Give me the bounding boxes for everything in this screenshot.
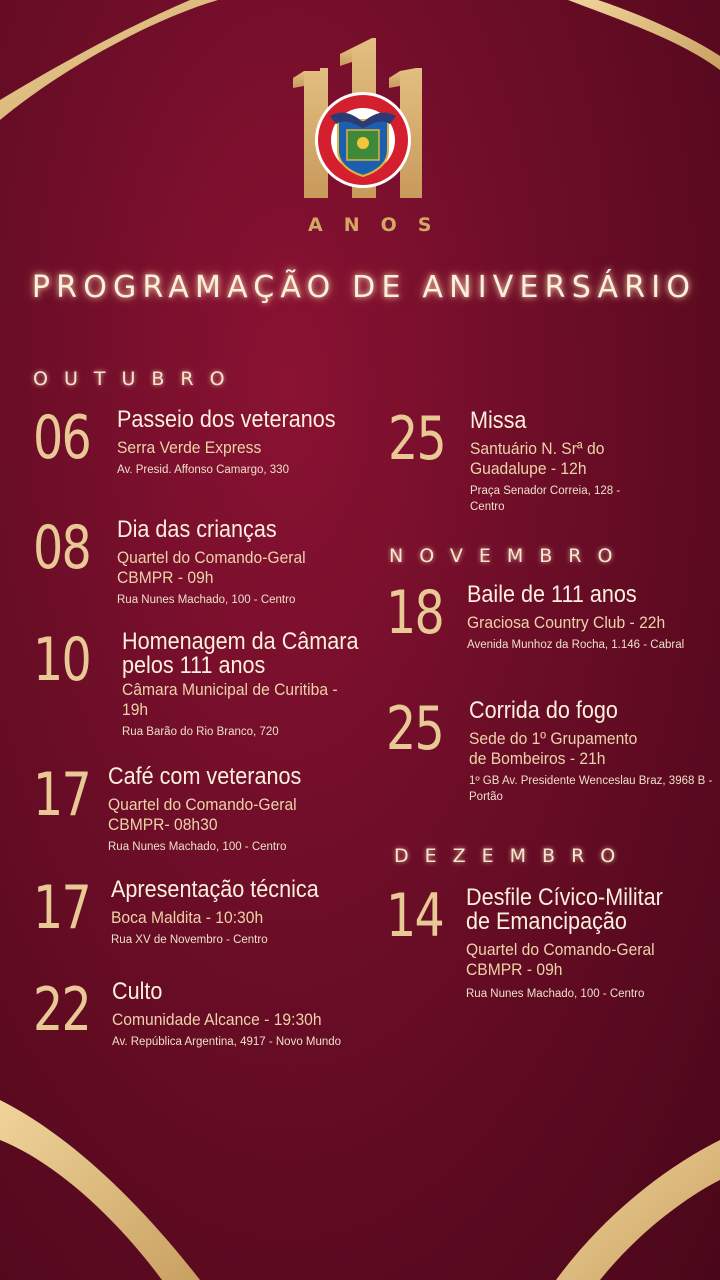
event-day: 25 (388, 404, 445, 474)
event-address: Av. Presid. Affonso Camargo, 330 (117, 464, 289, 476)
event-day: 25 (386, 694, 443, 764)
event-title: Missa (470, 407, 527, 434)
event-day: 17 (33, 873, 90, 943)
event-title: Dia das crianças (117, 516, 277, 543)
number-111-icon (290, 38, 435, 203)
event-place: Quartel do Comando-Geral CBMPR- 08h30 (108, 795, 297, 834)
event-title: Corrida do fogo (469, 697, 618, 724)
event-place: Santuário N. Srª do Guadalupe - 12h (470, 439, 605, 478)
event-address: Rua Nunes Machado, 100 - Centro (466, 988, 645, 1000)
event-address: Praça Senador Correia, 128 - Centro (470, 485, 621, 513)
event-title: Apresentação técnica (111, 876, 319, 903)
event-place: Boca Maldita - 10:30h (111, 908, 264, 927)
event-day: 17 (33, 760, 90, 830)
page-title: PROGRAMAÇÃO DE ANIVERSÁRIO (31, 270, 697, 305)
event-day: 18 (386, 578, 443, 648)
event-day: 22 (33, 975, 90, 1045)
event-place: Graciosa Country Club - 22h (467, 613, 666, 632)
event-day: 06 (33, 403, 90, 473)
month-dezembro: DEZEMBRO (394, 845, 632, 867)
event-title: Homenagem da Câmara pelos 111 anos (122, 628, 359, 679)
top-right-curve (568, 0, 720, 70)
anniversary-logo (290, 38, 453, 238)
month-novembro: NOVEMBRO (389, 545, 629, 567)
event-title: Passeio dos veteranos (117, 406, 336, 433)
event-place: Sede do 1º Grupamento de Bombeiros - 21h (469, 729, 638, 768)
event-title: Café com veteranos (108, 763, 302, 790)
event-title: Desfile Cívico-Militar de Emancipação (466, 884, 663, 935)
event-place: Comunidade Alcance - 19:30h (112, 1010, 322, 1029)
event-address: Rua Barão do Rio Branco, 720 (122, 726, 279, 738)
event-place: Serra Verde Express (117, 438, 262, 457)
bottom-left-curve (0, 1100, 200, 1280)
event-title: Baile de 111 anos (467, 581, 637, 608)
event-address: Rua Nunes Machado, 100 - Centro (108, 841, 287, 853)
month-outubro: OUTUBRO (33, 368, 241, 390)
event-title: Culto (112, 978, 163, 1005)
anos-label: ANOS (308, 214, 453, 236)
event-place: Quartel do Comando-Geral CBMPR - 09h (466, 940, 655, 979)
event-day: 14 (386, 881, 443, 951)
event-place: Câmara Municipal de Curitiba - 19h (122, 680, 338, 719)
event-day: 08 (33, 513, 90, 583)
event-address: Avenida Munhoz da Rocha, 1.146 - Cabral (467, 639, 685, 651)
event-day: 10 (33, 625, 90, 695)
event-place: Quartel do Comando-Geral CBMPR - 09h (117, 548, 306, 587)
event-address: Rua XV de Novembro - Centro (111, 934, 268, 946)
event-address: 1º GB Av. Presidente Wenceslau Braz, 3968 B - Portão (469, 775, 713, 803)
event-address: Rua Nunes Machado, 100 - Centro (117, 594, 296, 606)
bottom-right-curve (556, 1140, 720, 1280)
top-left-curve (0, 0, 218, 120)
event-address: Av. República Argentina, 4917 - Novo Mundo (112, 1036, 342, 1048)
